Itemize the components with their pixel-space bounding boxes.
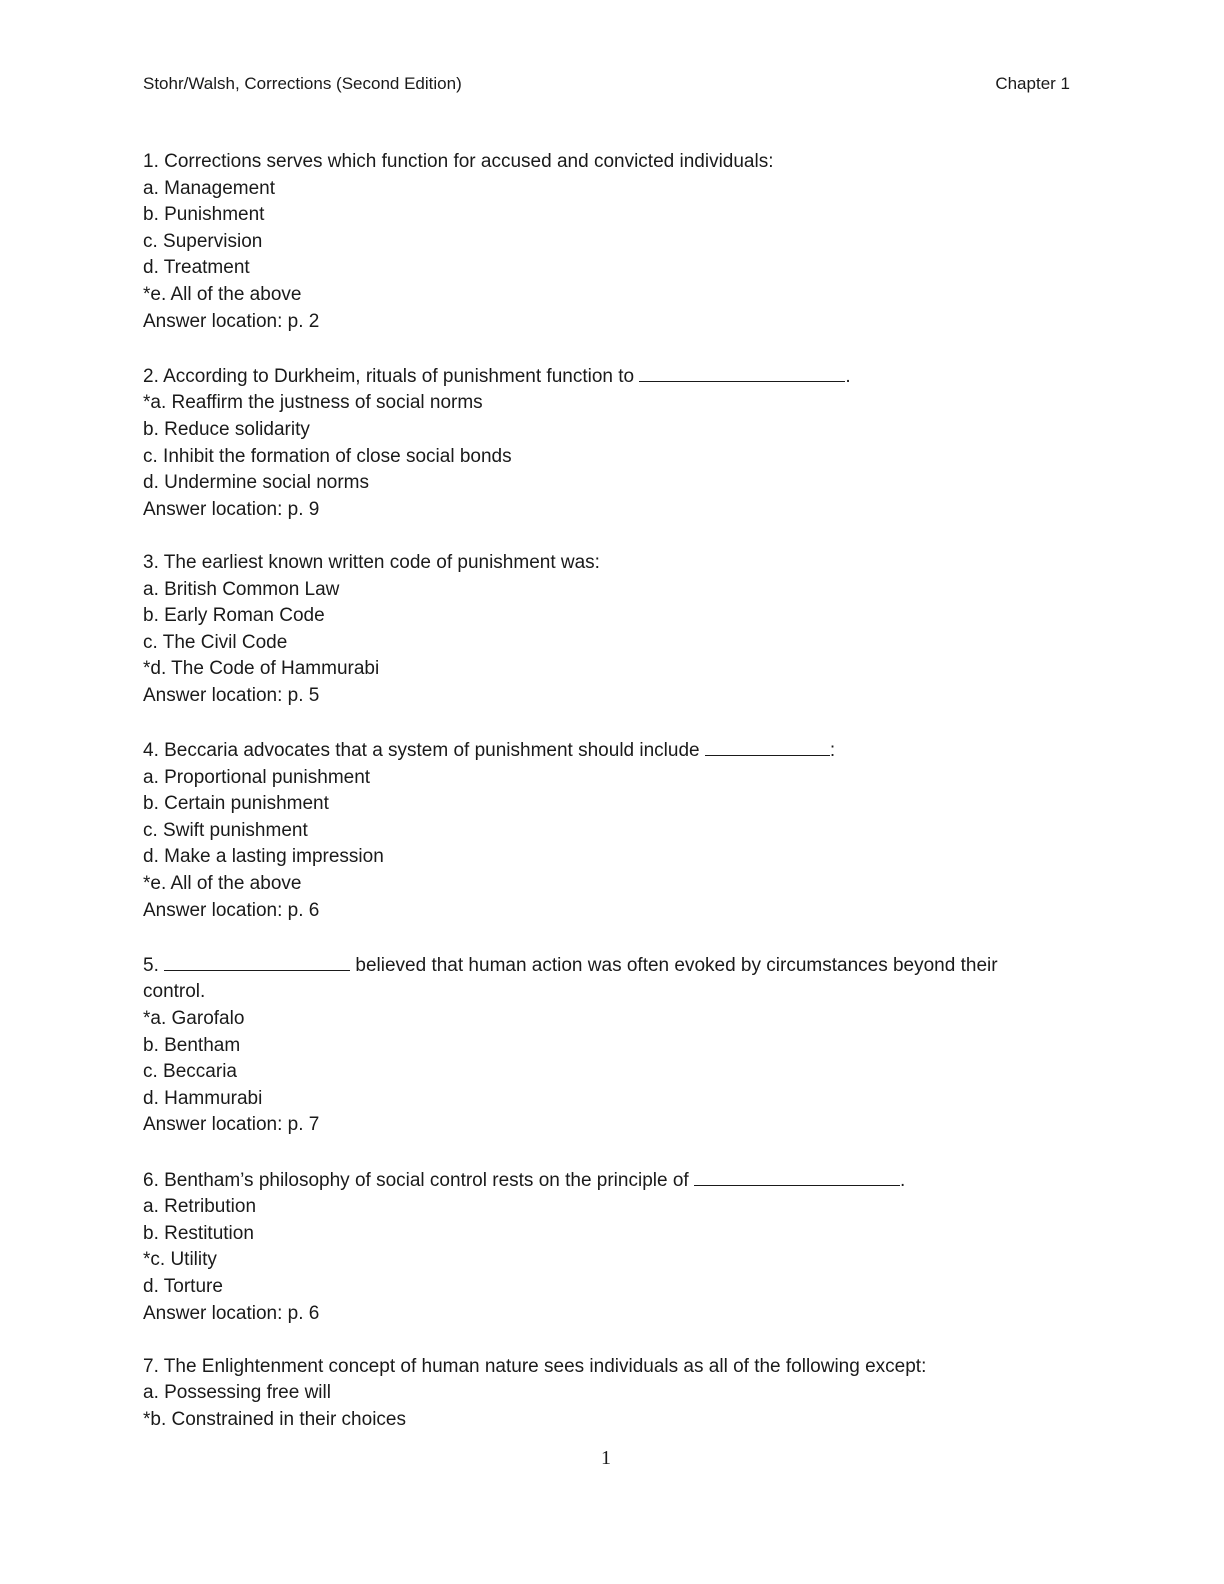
answer-option: c. The Civil Code	[143, 631, 288, 653]
question-7	[143, 1354, 1053, 1434]
answer-option: d. Undermine social norms	[143, 472, 369, 494]
stem-text: 2. According to Durkheim, rituals of punishment function to	[143, 365, 640, 387]
answer-option: c. Beccaria	[143, 1061, 237, 1083]
answer-option: b. Restitution	[143, 1222, 254, 1244]
answer-option: b. Bentham	[143, 1034, 241, 1056]
answer-option-correct: *b. Constrained in their choices	[143, 1408, 406, 1430]
question-list	[143, 149, 1053, 1460]
page-header	[143, 72, 1070, 96]
question-stem: 7. The Enlightenment concept of human nature sees individuals as all of the following except:	[143, 1355, 927, 1377]
answer-option-correct: *c. Utility	[143, 1249, 217, 1271]
answer-option: d. Torture	[143, 1275, 223, 1297]
question-stem	[143, 1166, 1053, 1195]
question-4	[143, 736, 1053, 924]
question-stem	[143, 951, 1053, 1006]
question-5	[143, 951, 1053, 1139]
fill-in-blank	[164, 951, 350, 971]
stem-text: :	[829, 740, 836, 762]
answer-option: d. Treatment	[143, 257, 250, 279]
answer-option-correct: *e. All of the above	[143, 873, 302, 895]
answer-location: Answer location: p. 6	[143, 899, 320, 921]
answer-option-correct: *d. The Code of Hammurabi	[143, 658, 380, 680]
answer-option: c. Swift punishment	[143, 819, 308, 841]
answer-location: Answer location: p. 6	[143, 1302, 320, 1324]
stem-text: .	[845, 365, 851, 387]
answer-option-correct: *e. All of the above	[143, 283, 302, 305]
answer-location: Answer location: p. 9	[143, 498, 320, 520]
question-2	[143, 362, 1053, 524]
answer-option: d. Make a lasting impression	[143, 846, 384, 868]
answer-option: a. Possessing free will	[143, 1382, 331, 1404]
answer-option: b. Certain punishment	[143, 793, 329, 815]
answer-option-correct: *a. Reaffirm the justness of social norms	[143, 392, 483, 414]
question-stem: 1. Corrections serves which function for accused and convicted individuals:	[143, 151, 774, 172]
answer-option: c. Inhibit the formation of close social bonds	[143, 445, 512, 467]
page-number: 1	[601, 1447, 611, 1469]
fill-in-blank	[705, 736, 830, 756]
stem-text: 6. Bentham’s philosophy of social control rests on the principle of	[143, 1169, 694, 1191]
header-chapter: Chapter 1	[995, 74, 1070, 93]
answer-option: b. Punishment	[143, 204, 265, 226]
question-stem	[143, 736, 1053, 765]
answer-location: Answer location: p. 5	[143, 684, 320, 706]
stem-text: .	[899, 1169, 906, 1191]
answer-option: c. Supervision	[143, 230, 263, 252]
answer-option: b. Early Roman Code	[143, 605, 325, 627]
answer-option: a. Management	[143, 177, 276, 199]
header-book-title: Stohr/Walsh, Corrections (Second Edition)	[143, 74, 462, 93]
answer-option-correct: *a. Garofalo	[143, 1008, 245, 1029]
question-1	[143, 149, 1053, 335]
answer-option: a. British Common Law	[143, 578, 340, 600]
stem-text: 5.	[143, 954, 165, 976]
stem-text: 4. Beccaria advocates that a system of punishment should include	[143, 740, 705, 762]
answer-location: Answer location: p. 2	[143, 310, 320, 332]
fill-in-blank	[694, 1166, 900, 1186]
answer-option: b. Reduce solidarity	[143, 418, 310, 440]
question-stem: 3. The earliest known written code of punishment was:	[143, 551, 600, 573]
fill-in-blank	[639, 362, 845, 382]
question-stem	[143, 362, 1053, 391]
answer-option: a. Proportional punishment	[143, 766, 371, 788]
answer-option: d. Hammurabi	[143, 1087, 263, 1109]
answer-option: a. Retribution	[143, 1196, 257, 1218]
question-3	[143, 550, 1053, 710]
question-6	[143, 1166, 1053, 1328]
stem-text: believed that human action was often evoked by circumstances beyond their control.	[143, 954, 998, 1003]
answer-location: Answer location: p. 7	[143, 1114, 320, 1136]
